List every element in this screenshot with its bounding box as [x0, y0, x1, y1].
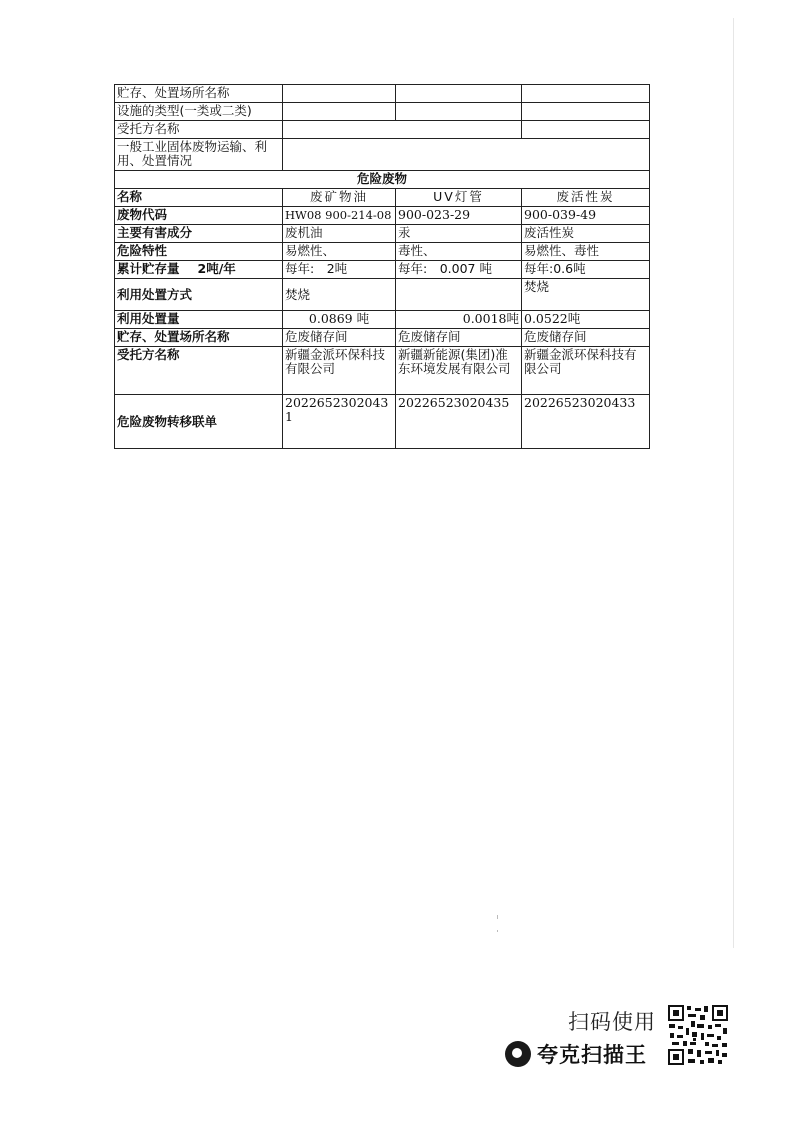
- row-label: 一般工业固体废物运输、利用、处置情况: [115, 139, 283, 171]
- scan-text: 扫码使用: [568, 1010, 656, 1034]
- table-row: [115, 329, 650, 347]
- table-cell: 900-039-49: [522, 207, 650, 225]
- table-row: [115, 139, 650, 171]
- table-cell: [396, 103, 522, 121]
- table-row: [115, 189, 650, 207]
- table-cell: 焚烧: [283, 279, 396, 311]
- table-row: [115, 347, 650, 395]
- table-cell: [283, 139, 650, 171]
- table-cell: 新疆新能源(集团)准东环境发展有限公司: [396, 347, 522, 395]
- row-label: 设施的类型(一类或二类): [115, 103, 283, 121]
- table-cell: 0.0869 吨: [283, 311, 396, 329]
- row-label: [115, 261, 283, 279]
- table-row: [115, 103, 650, 121]
- table-row: [115, 121, 650, 139]
- row-label: 利用处置方式: [115, 279, 283, 311]
- row-label: 受托方名称: [115, 347, 283, 395]
- column-header: UV灯管: [396, 189, 522, 207]
- table-row: [115, 207, 650, 225]
- table-cell: 毒性、: [396, 243, 522, 261]
- scan-mark: [497, 915, 498, 919]
- table-cell: [396, 279, 522, 311]
- table-row: [115, 243, 650, 261]
- row-label: 贮存、处置场所名称: [115, 329, 283, 347]
- table-cell: 新疆金派环保科技有限公司: [522, 347, 650, 395]
- table-cell: 900-023-29: [396, 207, 522, 225]
- row-label-main: 累计贮存量: [117, 261, 180, 276]
- table-cell: 新疆金派环保科技有限公司: [283, 347, 396, 395]
- table-row: [115, 395, 650, 449]
- section-title-row: [115, 171, 650, 189]
- section-title: 危险废物: [115, 171, 650, 189]
- table-cell: 0.0018吨: [396, 311, 522, 329]
- quark-logo-icon: [505, 1041, 531, 1067]
- table-cell: 危废储存间: [522, 329, 650, 347]
- table-cell: 每年: 2吨: [283, 261, 396, 279]
- table-cell: 每年: 0.007 吨: [396, 261, 522, 279]
- table-cell: HW08 900-214-08: [283, 207, 396, 225]
- table-cell: 20226523020431: [283, 395, 396, 449]
- row-label: 危险废物转移联单: [115, 395, 283, 449]
- column-header: 废活性炭: [522, 189, 650, 207]
- table-cell: 20226523020435: [396, 395, 522, 449]
- row-label: 名称: [115, 189, 283, 207]
- table-cell: 易燃性、: [283, 243, 396, 261]
- report-table: [114, 84, 650, 449]
- row-label: 利用处置量: [115, 311, 283, 329]
- table-cell: [396, 85, 522, 103]
- brand-name: 夸克扫描王: [537, 1043, 647, 1067]
- table-cell: 废机油: [283, 225, 396, 243]
- table-cell: 焚烧: [522, 279, 650, 311]
- table-row: [115, 225, 650, 243]
- table-cell: [522, 85, 650, 103]
- table-cell: 危废储存间: [283, 329, 396, 347]
- row-label-extra: 2吨/年: [197, 261, 236, 276]
- scan-mark: [497, 930, 498, 932]
- table-cell: [283, 121, 522, 139]
- row-label: 主要有害成分: [115, 225, 283, 243]
- table-row: [115, 85, 650, 103]
- table-cell: 易燃性、毒性: [522, 243, 650, 261]
- brand: [505, 1038, 647, 1070]
- table-cell: 危废储存间: [396, 329, 522, 347]
- table-cell: 每年:0.6吨: [522, 261, 650, 279]
- scanner-watermark: [505, 1002, 735, 1072]
- row-label: 受托方名称: [115, 121, 283, 139]
- table-cell: 20226523020433: [522, 395, 650, 449]
- table-row: [115, 311, 650, 329]
- table-row: [115, 261, 650, 279]
- table-row: [115, 279, 650, 311]
- table-cell: [522, 103, 650, 121]
- qr-code-icon: [667, 1004, 729, 1066]
- table-cell: 汞: [396, 225, 522, 243]
- table-cell: [283, 85, 396, 103]
- row-label: 危险特性: [115, 243, 283, 261]
- table-cell: 0.0522吨: [522, 311, 650, 329]
- page-edge: [733, 18, 734, 948]
- table-cell: 废活性炭: [522, 225, 650, 243]
- row-label: 废物代码: [115, 207, 283, 225]
- table-cell: [522, 121, 650, 139]
- row-label: 贮存、处置场所名称: [115, 85, 283, 103]
- table-cell: [283, 103, 396, 121]
- column-header: 废矿物油: [283, 189, 396, 207]
